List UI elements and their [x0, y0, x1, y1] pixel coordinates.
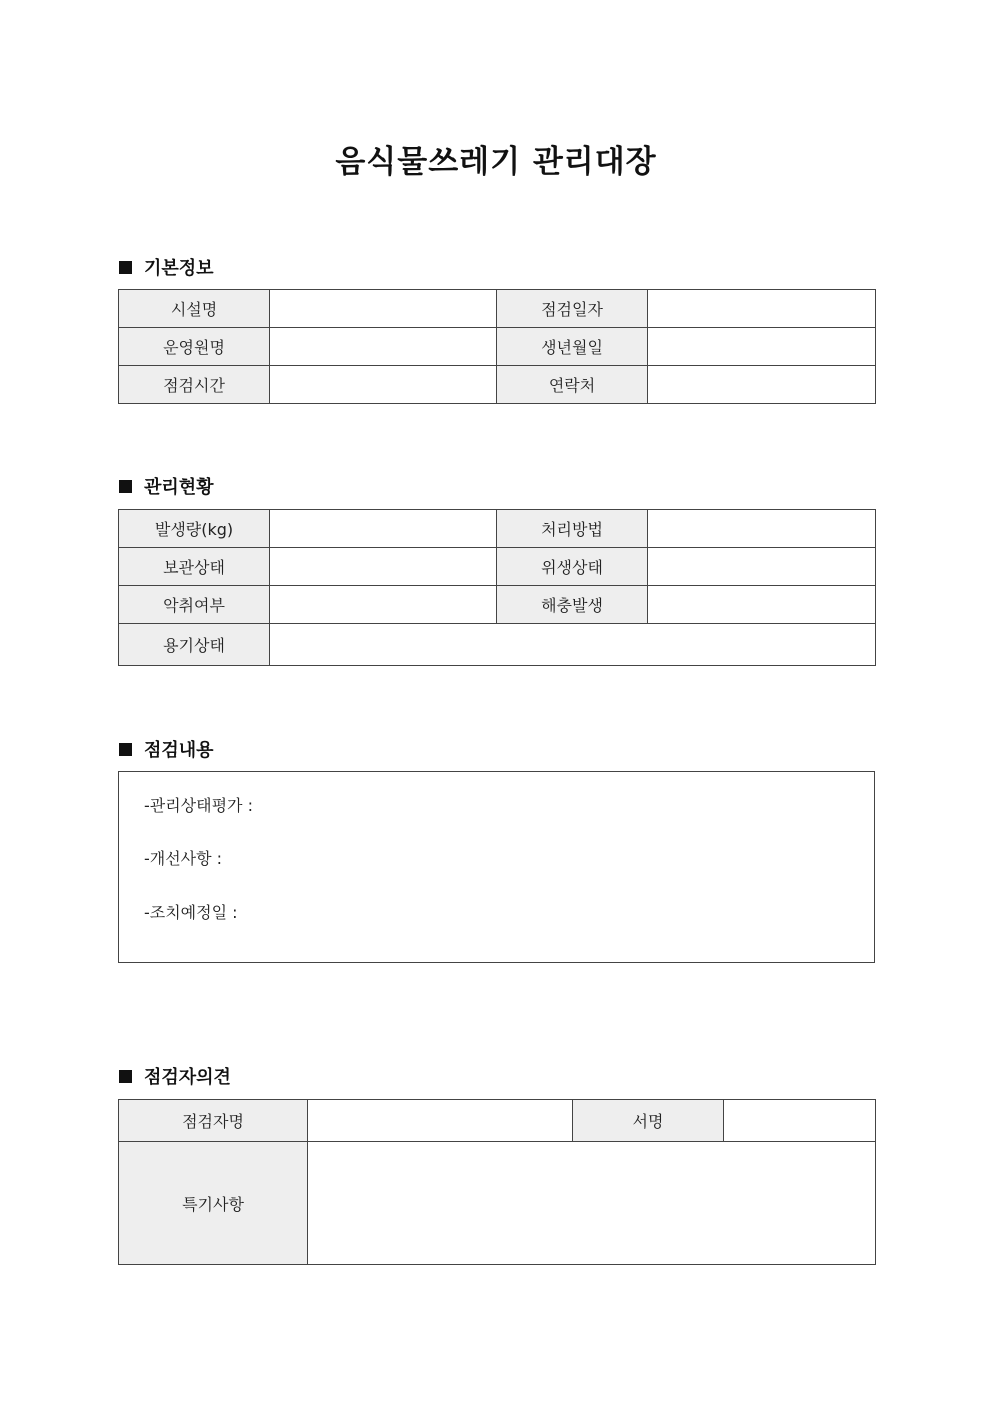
page-title: 음식물쓰레기 관리대장 [335, 144, 657, 180]
signature-field[interactable] [724, 1100, 876, 1142]
section-heading-label: 관리현황 [144, 477, 214, 498]
square-bullet-icon [119, 1070, 132, 1083]
storage-status-field[interactable] [270, 548, 497, 586]
table-row [119, 1100, 876, 1142]
birth-date-label: 생년월일 [497, 328, 648, 366]
table-row [119, 366, 876, 404]
section-heading-management [119, 473, 214, 499]
container-status-label: 용기상태 [119, 624, 270, 666]
odor-label: 악취여부 [119, 586, 270, 624]
odor-field[interactable] [270, 586, 497, 624]
action-date-line: -조치예정일 : [144, 903, 238, 922]
birth-date-field[interactable] [648, 328, 876, 366]
pest-label: 해충발생 [497, 586, 648, 624]
operator-name-field[interactable] [270, 328, 497, 366]
table-row [119, 328, 876, 366]
square-bullet-icon [119, 480, 132, 493]
section-heading-label: 점검내용 [144, 740, 214, 761]
table-row [119, 624, 876, 666]
inspector-name-label: 점검자명 [119, 1100, 308, 1142]
square-bullet-icon [119, 743, 132, 756]
storage-status-label: 보관상태 [119, 548, 270, 586]
disposal-method-field[interactable] [648, 510, 876, 548]
table-row [119, 548, 876, 586]
table-row [119, 1142, 876, 1265]
improvement-line: -개선사항 : [144, 849, 223, 868]
section-heading-inspection [119, 736, 214, 762]
inspection-date-field[interactable] [648, 290, 876, 328]
inspection-time-field[interactable] [270, 366, 497, 404]
section-heading-opinion [119, 1063, 231, 1089]
basic-info-table [118, 289, 876, 404]
remarks-field[interactable] [308, 1142, 876, 1265]
management-table [118, 509, 876, 666]
inspection-content-box[interactable] [118, 771, 875, 963]
contact-field[interactable] [648, 366, 876, 404]
pest-field[interactable] [648, 586, 876, 624]
hygiene-status-field[interactable] [648, 548, 876, 586]
hygiene-status-label: 위생상태 [497, 548, 648, 586]
facility-name-label: 시설명 [119, 290, 270, 328]
inspection-date-label: 점검일자 [497, 290, 648, 328]
remarks-label: 특기사항 [119, 1142, 308, 1265]
opinion-table [118, 1099, 876, 1265]
section-heading-label: 기본정보 [144, 258, 214, 279]
contact-label: 연락처 [497, 366, 648, 404]
disposal-method-label: 처리방법 [497, 510, 648, 548]
table-row [119, 510, 876, 548]
facility-name-field[interactable] [270, 290, 497, 328]
evaluation-line: -관리상태평가 : [144, 796, 253, 815]
operator-name-label: 운영원명 [119, 328, 270, 366]
table-row [119, 290, 876, 328]
table-row [119, 586, 876, 624]
section-heading-label: 점검자의견 [144, 1067, 231, 1088]
inspection-time-label: 점검시간 [119, 366, 270, 404]
container-status-field[interactable] [270, 624, 876, 666]
amount-label: 발생량(kg) [119, 510, 270, 548]
inspector-name-field[interactable] [308, 1100, 573, 1142]
section-heading-basic-info [119, 254, 214, 280]
square-bullet-icon [119, 261, 132, 274]
signature-label: 서명 [573, 1100, 724, 1142]
amount-field[interactable] [270, 510, 497, 548]
